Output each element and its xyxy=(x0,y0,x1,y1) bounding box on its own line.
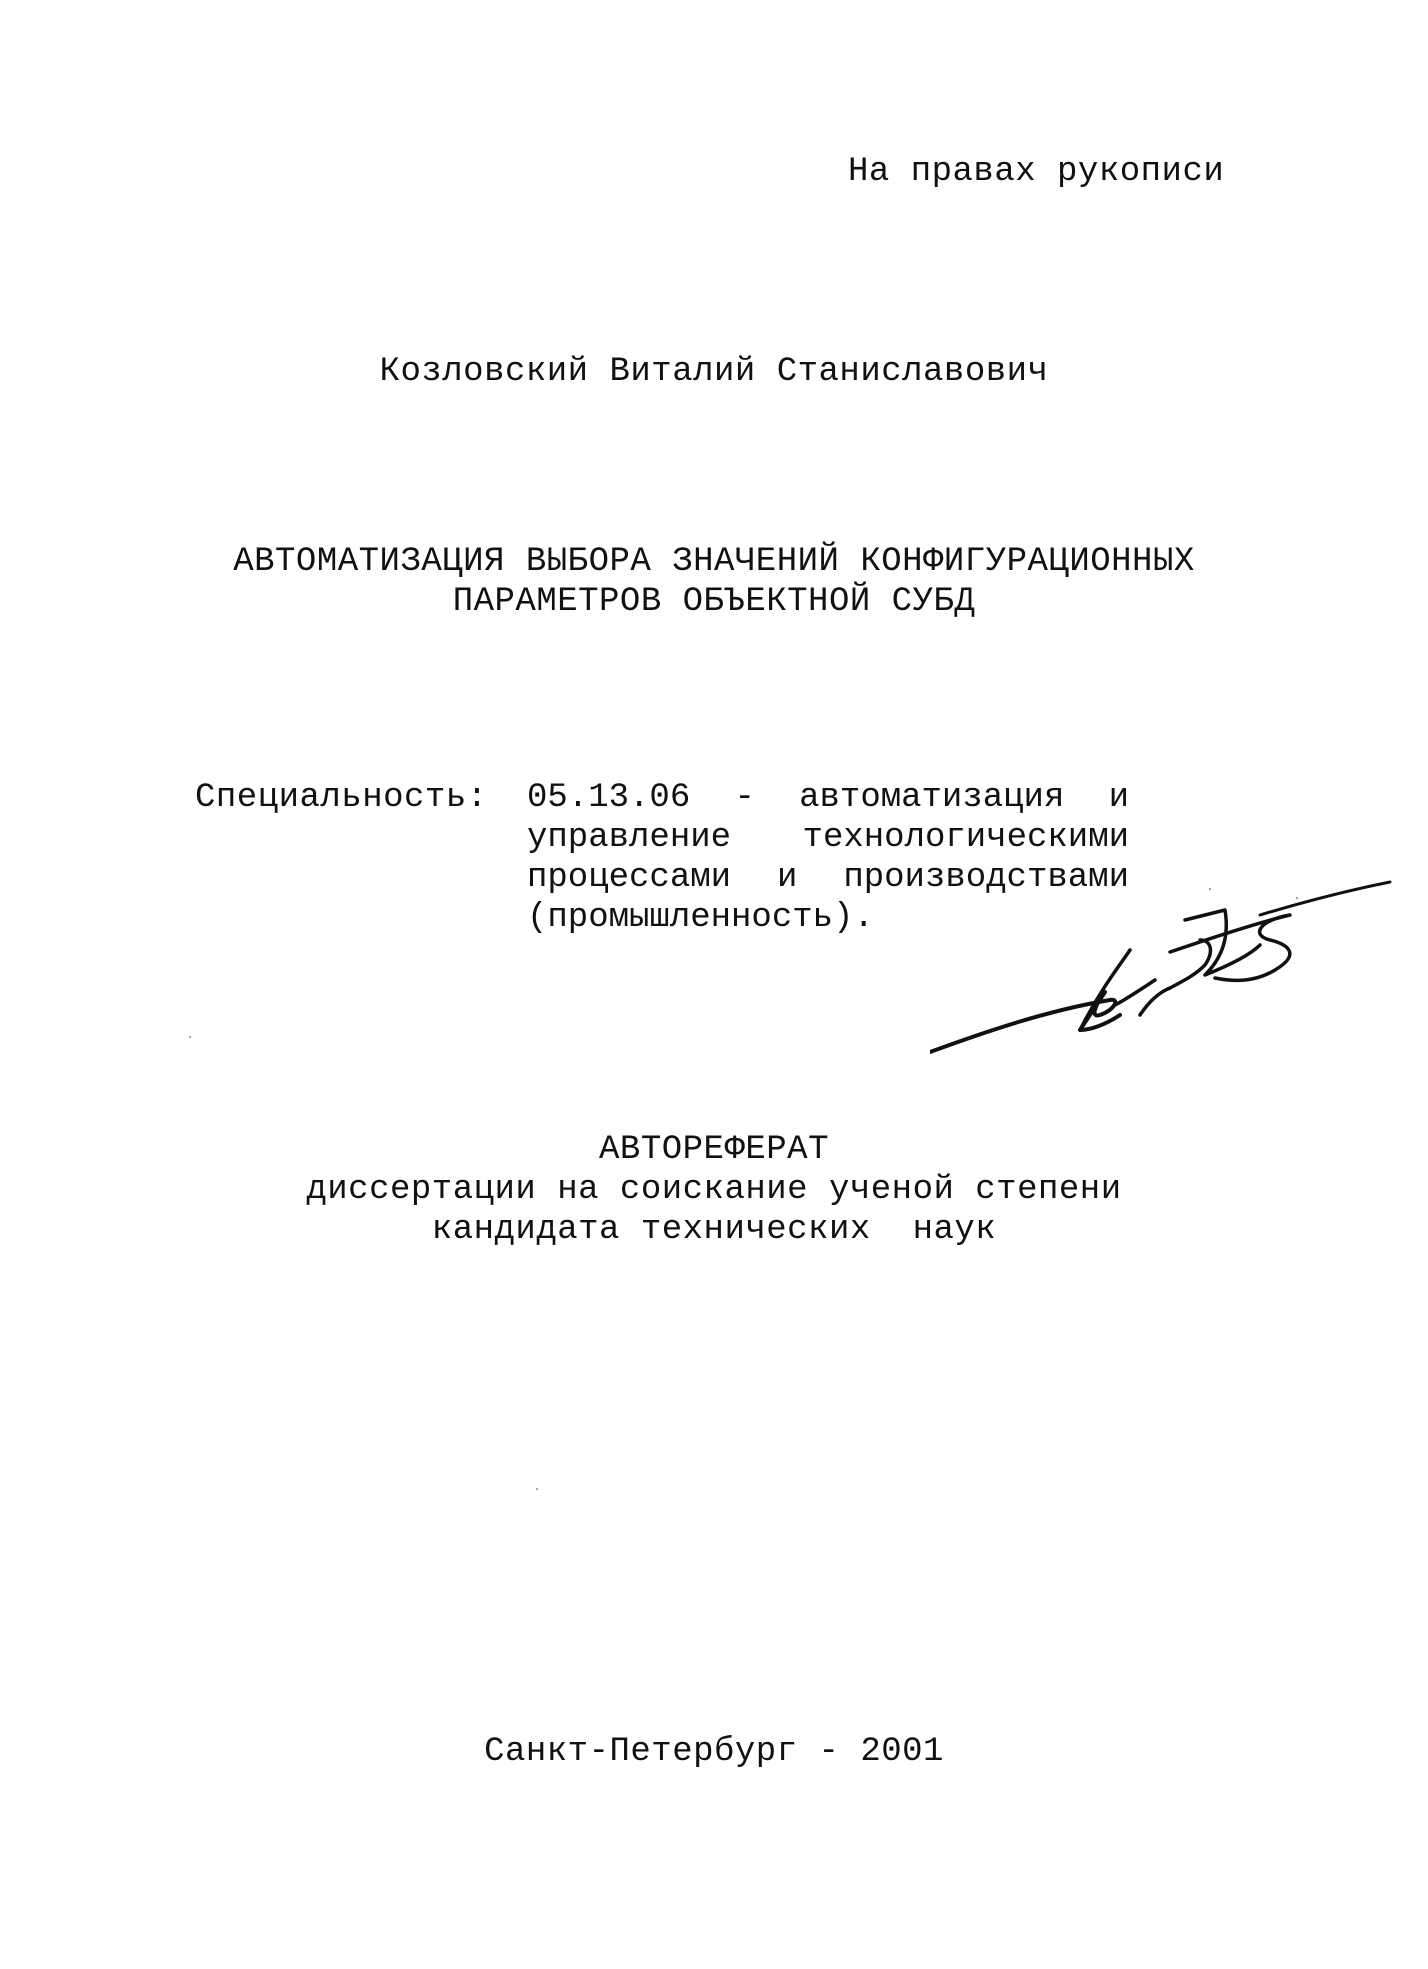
scan-speck xyxy=(536,1488,538,1490)
title-line-1: АВТОМАТИЗАЦИЯ ВЫБОРА ЗНАЧЕНИЙ КОНФИГУРАЦИОННЫХ xyxy=(233,543,1195,581)
abstract-line-2: кандидата технических наук xyxy=(431,1211,997,1249)
specialty-row-2 xyxy=(527,818,1129,858)
author-name: Козловский Виталий Станиславович xyxy=(379,353,1049,391)
specialty-label: Специальность: xyxy=(195,779,488,817)
specialty-word: (промышленность). xyxy=(527,899,874,937)
scan-speck xyxy=(189,1036,191,1038)
specialty-dash: - xyxy=(734,779,755,817)
specialty-word: и xyxy=(776,859,798,897)
scan-speck xyxy=(1209,888,1211,890)
specialty-word: производствами xyxy=(843,859,1129,897)
scan-speck xyxy=(1296,897,1298,899)
specialty-word: управление xyxy=(527,819,732,857)
handwritten-signature xyxy=(930,880,1400,1080)
specialty-code: 05.13.06 xyxy=(527,779,691,817)
specialty-word: технологическими xyxy=(802,819,1129,857)
specialty-word: автоматизация xyxy=(799,779,1065,817)
specialty-word: процессами xyxy=(527,859,732,897)
manuscript-rights-note: На правах рукописи xyxy=(848,153,1225,191)
city-year: Санкт-Петербург - 2001 xyxy=(484,1733,944,1771)
abstract-heading: АВТОРЕФЕРАТ xyxy=(599,1131,829,1169)
abstract-line-1: диссертации на соискание ученой степени xyxy=(306,1171,1122,1209)
specialty-row-1 xyxy=(527,778,1129,818)
specialty-and: и xyxy=(1108,779,1129,817)
title-line-2: ПАРАМЕТРОВ ОБЪЕКТНОЙ СУБД xyxy=(452,583,976,621)
